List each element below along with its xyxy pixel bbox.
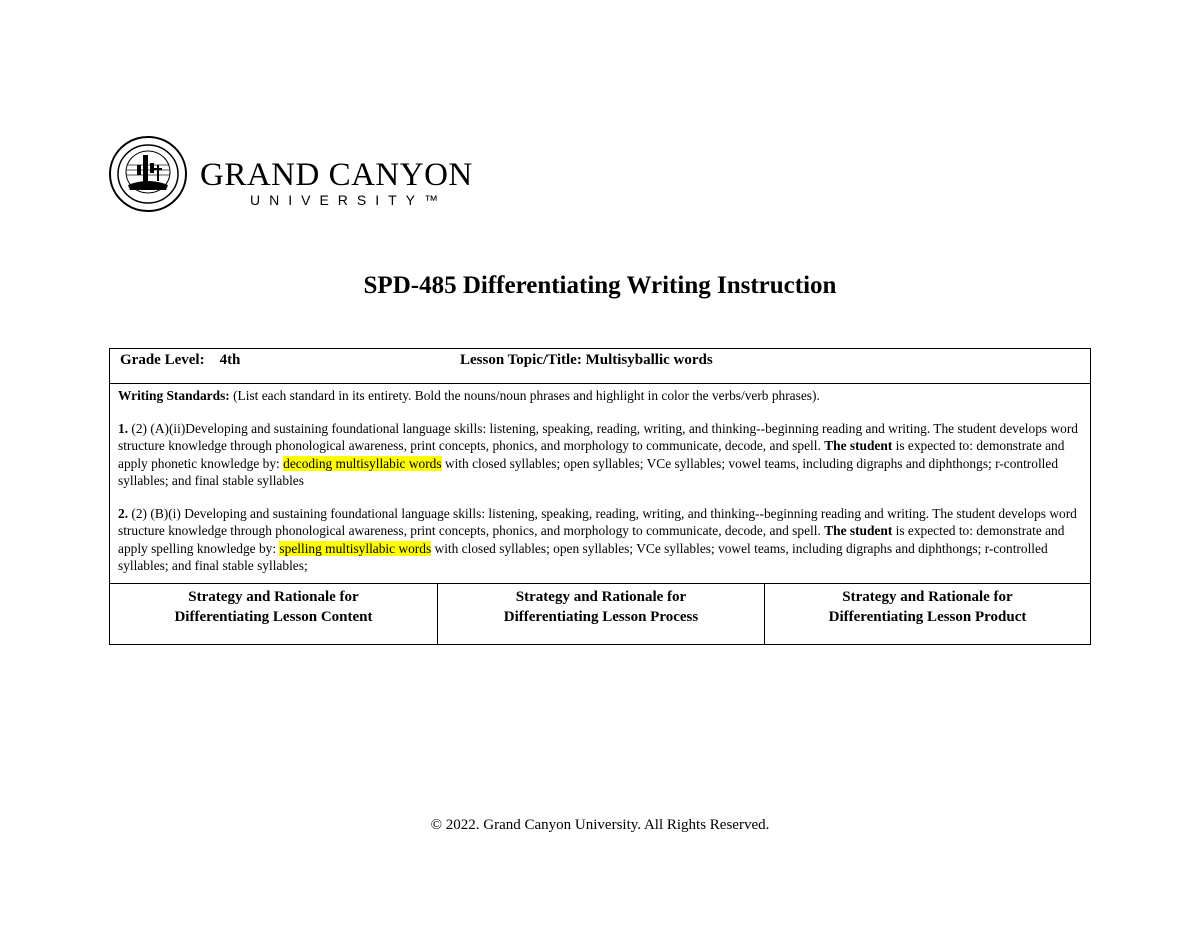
- column-header-line: Strategy and Rationale for: [188, 588, 359, 605]
- standard-text: is expected to: demonstrate and apply phonetic knowledge by:: [118, 438, 1065, 471]
- standard-verb-highlight: spelling multisyllabic words: [279, 540, 432, 556]
- column-header-line: Differentiating Lesson Process: [503, 608, 699, 625]
- university-logo: [108, 135, 478, 213]
- column-header-line: Differentiating Lesson Content: [174, 608, 373, 625]
- standard-text: (2) (B)(i) Developing and sustaining foundational language skills: listening, speaking, reading, writing, and thinking--beginning reading and writing. The student develops word structure knowledge through phonological awareness, print concepts, phonics, and morphology to communicate, decode, and spell.: [118, 505, 1077, 538]
- writing-standards-cell: [110, 384, 1091, 584]
- standard-noun: The student: [824, 438, 893, 453]
- grade-level-label: Grade Level:: [120, 352, 205, 368]
- standards-label: Writing Standards:: [118, 388, 230, 403]
- column-header-line: Strategy and Rationale for: [515, 588, 687, 605]
- page-title: SPD-485 Differentiating Writing Instruction: [363, 272, 837, 299]
- standard-item: [118, 420, 1082, 490]
- standard-number: 2.: [118, 505, 129, 521]
- grade-level: [120, 352, 240, 369]
- copyright-footer: © 2022. Grand Canyon University. All Rights Reserved.: [430, 817, 770, 833]
- logo-subtitle: UNIVERSITY™: [250, 192, 448, 208]
- column-header-product: [765, 583, 1091, 644]
- lesson-header-cell: [110, 349, 1091, 384]
- standard-number: 1.: [118, 420, 129, 436]
- column-header-line: Strategy and Rationale for: [842, 588, 1013, 605]
- standard-text: (2) (A)(ii)Developing and sustaining foundational language skills: listening, speaking, reading, writing, and thinking--beginning reading and writing. The student develops word structure knowledge through phonological awareness, print concepts, phonics, and morphology to communicate, decode, and spell.: [118, 420, 1078, 453]
- column-header-line: Differentiating Lesson Product: [828, 608, 1027, 625]
- university-seal-icon: [108, 135, 188, 213]
- lesson-topic-value: Multisyballic words: [585, 352, 713, 368]
- lesson-topic-label: Lesson Topic/Title:: [460, 352, 582, 368]
- lesson-table: [109, 348, 1091, 645]
- standard-item: [118, 505, 1082, 575]
- lesson-topic: [460, 352, 713, 369]
- column-header-process: [438, 583, 765, 644]
- grade-level-value: 4th: [219, 352, 241, 368]
- column-header-content: [110, 583, 438, 644]
- standards-instructions: (List each standard in its entirety. Bold the nouns/noun phrases and highlight in color the verbs/verb phrases).: [229, 388, 820, 403]
- logo-name: GRAND CANYON: [200, 157, 473, 193]
- standard-text: with closed syllables; open syllables; VCe syllables; vowel teams, including digraphs and diphthongs; r-controlled syllables; and final stable syllables;: [118, 540, 1048, 573]
- standard-text: with closed syllables; open syllables; VCe syllables; vowel teams, including digraphs and diphthongs; r-controlled syllables; and final stable syllables: [118, 455, 1059, 488]
- standard-verb-highlight: decoding multisyllabic words: [283, 455, 442, 471]
- standard-noun: The student: [824, 523, 893, 538]
- standard-text: is expected to: demonstrate and apply spelling knowledge by:: [118, 523, 1065, 556]
